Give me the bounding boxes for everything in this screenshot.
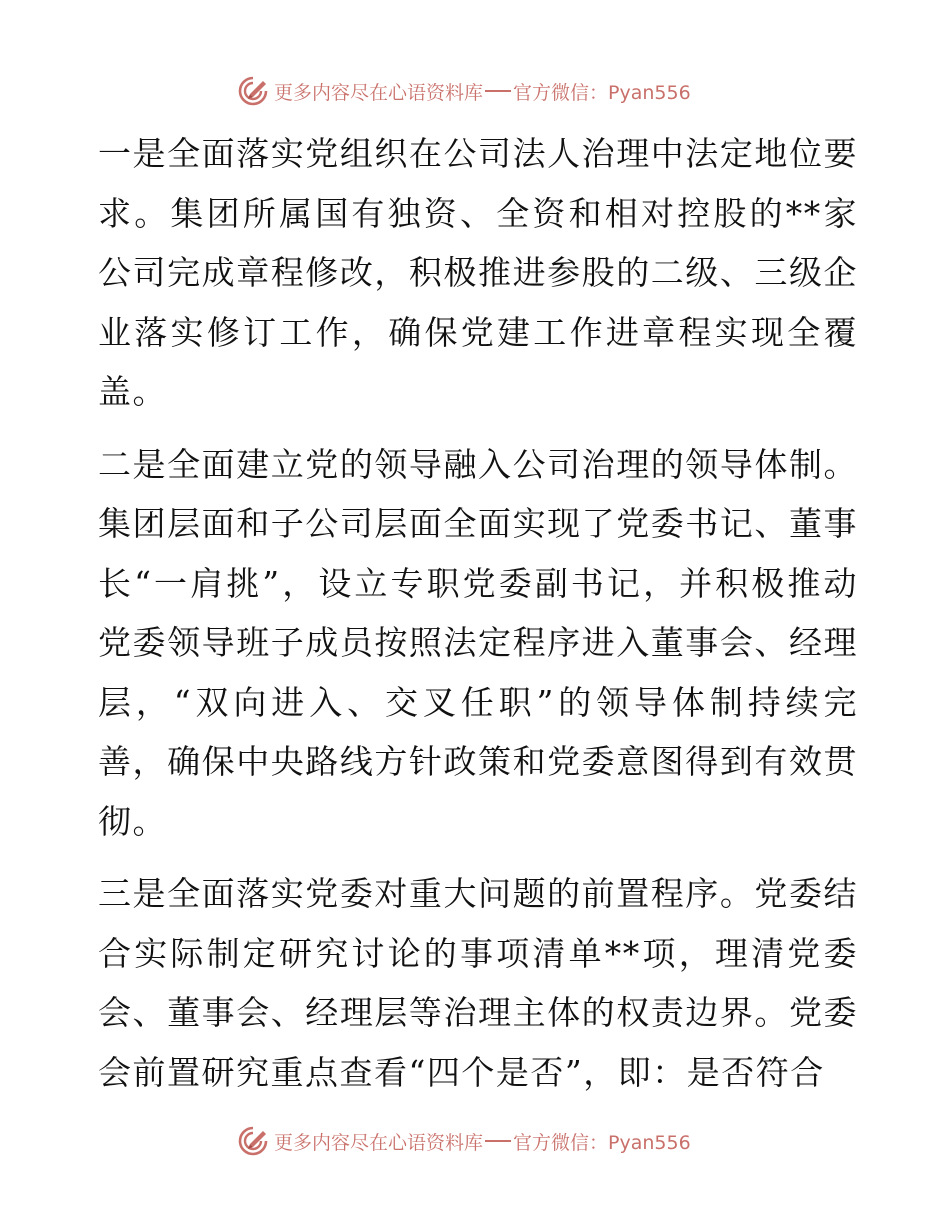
watermark-main-text: 更多内容尽在心语资料库: [274, 81, 484, 104]
watermark-dash: [485, 1140, 511, 1142]
watermark-contact-text: 官方微信：Pyan556: [513, 81, 691, 104]
watermark-contact-text: 官方微信：Pyan556: [513, 1131, 691, 1154]
article-body: [98, 124, 858, 1102]
watermark-dash: [485, 90, 511, 92]
header-watermark: [236, 74, 691, 108]
watermark-main-text: 更多内容尽在心语资料库: [274, 1131, 484, 1154]
spiral-pen-logo-icon: [236, 1124, 270, 1158]
paragraph-2: 二是全面建立党的领导融入公司治理的领导体制。集团层面和子公司层面全面实现了党委书记、董事长“一肩挑”，设立专职党委副书记，并积极推动党委领导班子成员按照法定程序进入董事会、经理层，“双向进入、交叉任职”的领导体制持续完善，确保中央路线方针政策和党委意图得到有效贯彻。: [98, 444, 858, 841]
paragraph-3: 三是全面落实党委对重大问题的前置程序。党委结合实际制定研究讨论的事项清单**项，理清党委会、董事会、经理层等治理主体的权责边界。党委会前置研究重点查看“四个是否”，即：是否符合: [98, 874, 858, 1092]
footer-watermark: [236, 1124, 691, 1158]
spiral-pen-logo-icon: [236, 74, 270, 108]
paragraph-1: 一是全面落实党组织在公司法人治理中法定地位要求。集团所属国有独资、全资和相对控股的**家公司完成章程修改，积极推进参股的二级、三级企业落实修订工作，确保党建工作进章程实现全覆盖。: [98, 134, 858, 411]
